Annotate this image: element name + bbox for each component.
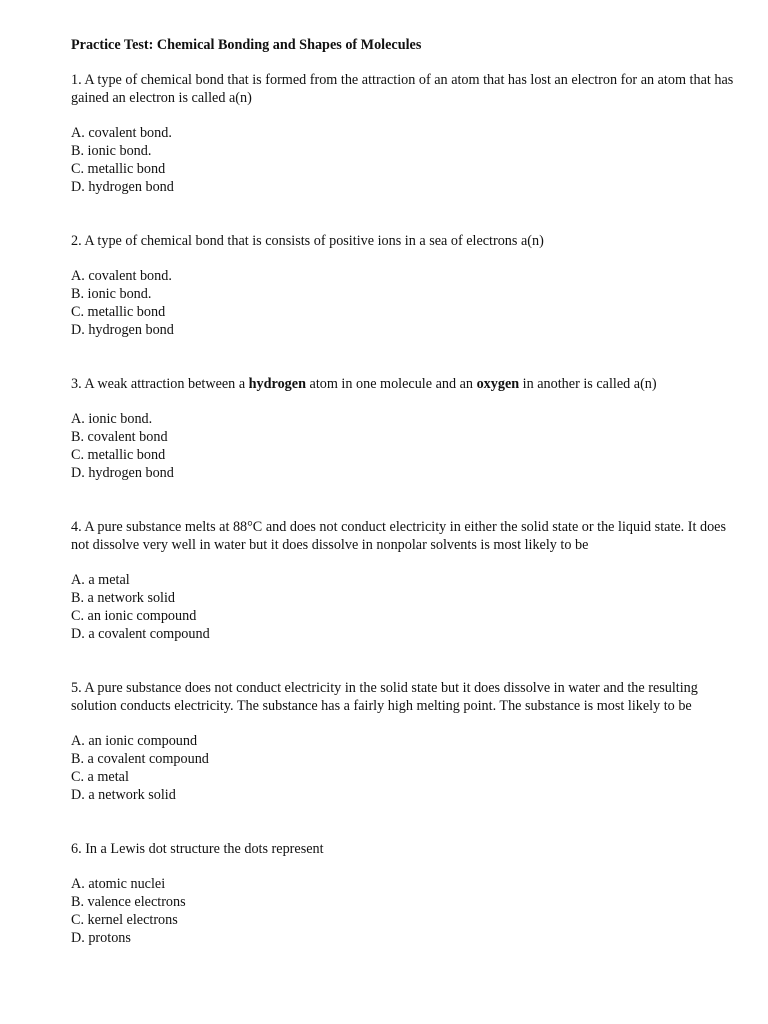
answer-option: C. kernel electrons [71, 912, 178, 928]
answer-option: B. valence electrons [71, 894, 186, 910]
answer-option: D. hydrogen bond [71, 465, 174, 481]
question-3-text-part: 3. A weak attraction between a [71, 376, 249, 392]
question-2 [71, 232, 741, 339]
question-1-text: 1. A type of chemical bond that is formed from the attraction of an atom that has lost an electron for an atom that has gained an electron is called a(n) [71, 72, 734, 106]
spacer [71, 339, 741, 375]
question-2-text: 2. A type of chemical bond that is consists of positive ions in a sea of electrons a(n) [71, 233, 544, 249]
answer-option: C. a metal [71, 769, 129, 785]
answer-option: A. ionic bond. [71, 411, 153, 427]
answer-option: D. hydrogen bond [71, 322, 174, 338]
question-5 [71, 679, 741, 804]
answer-option: B. ionic bond. [71, 286, 152, 302]
question-3-bold-term: oxygen [476, 376, 520, 392]
answer-option: D. protons [71, 930, 131, 946]
question-6-text: 6. In a Lewis dot structure the dots represent [71, 841, 324, 857]
question-4-text: 4. A pure substance melts at 88°C and does not conduct electricity in either the solid state or the liquid state. It does not dissolve very well in water but it does dissolve in nonpolar solvents is most likely to be [71, 519, 726, 553]
answer-option: A. covalent bond. [71, 125, 172, 141]
answer-option: A. covalent bond. [71, 268, 172, 284]
answer-option: C. an ionic compound [71, 608, 197, 624]
spacer [71, 196, 741, 232]
question-3-options [71, 410, 741, 482]
answer-option: C. metallic bond [71, 304, 166, 320]
document-page [71, 36, 741, 947]
answer-option: D. hydrogen bond [71, 179, 174, 195]
answer-option: D. a covalent compound [71, 626, 210, 642]
question-1-options [71, 124, 741, 196]
question-2-options [71, 267, 741, 339]
answer-option: B. covalent bond [71, 429, 168, 445]
answer-option: C. metallic bond [71, 447, 166, 463]
question-6-options [71, 875, 741, 947]
question-1 [71, 71, 741, 196]
answer-option: A. atomic nuclei [71, 876, 166, 892]
question-5-options [71, 732, 741, 804]
answer-option: A. a metal [71, 572, 130, 588]
answer-option: B. a covalent compound [71, 751, 209, 767]
question-3 [71, 375, 741, 482]
spacer [71, 643, 741, 679]
answer-option: B. a network solid [71, 590, 176, 606]
question-3-text [71, 375, 741, 393]
question-6 [71, 840, 741, 947]
document-title: Practice Test: Chemical Bonding and Shapes of Molecules [71, 37, 422, 53]
spacer [71, 804, 741, 840]
question-5-text: 5. A pure substance does not conduct electricity in the solid state but it does dissolve in water and the resulting solution conducts electricity. The substance has a fairly high melting point. The substance is most likely to be [71, 680, 698, 714]
answer-option: D. a network solid [71, 787, 176, 803]
question-3-text-part: in another is called a(n) [519, 376, 657, 392]
question-3-bold-term: hydrogen [248, 376, 306, 392]
answer-option: B. ionic bond. [71, 143, 152, 159]
answer-option: C. metallic bond [71, 161, 166, 177]
question-3-text-part: atom in one molecule and an [305, 376, 477, 392]
question-4 [71, 518, 741, 643]
answer-option: A. an ionic compound [71, 733, 198, 749]
spacer [71, 482, 741, 518]
question-4-options [71, 571, 741, 643]
